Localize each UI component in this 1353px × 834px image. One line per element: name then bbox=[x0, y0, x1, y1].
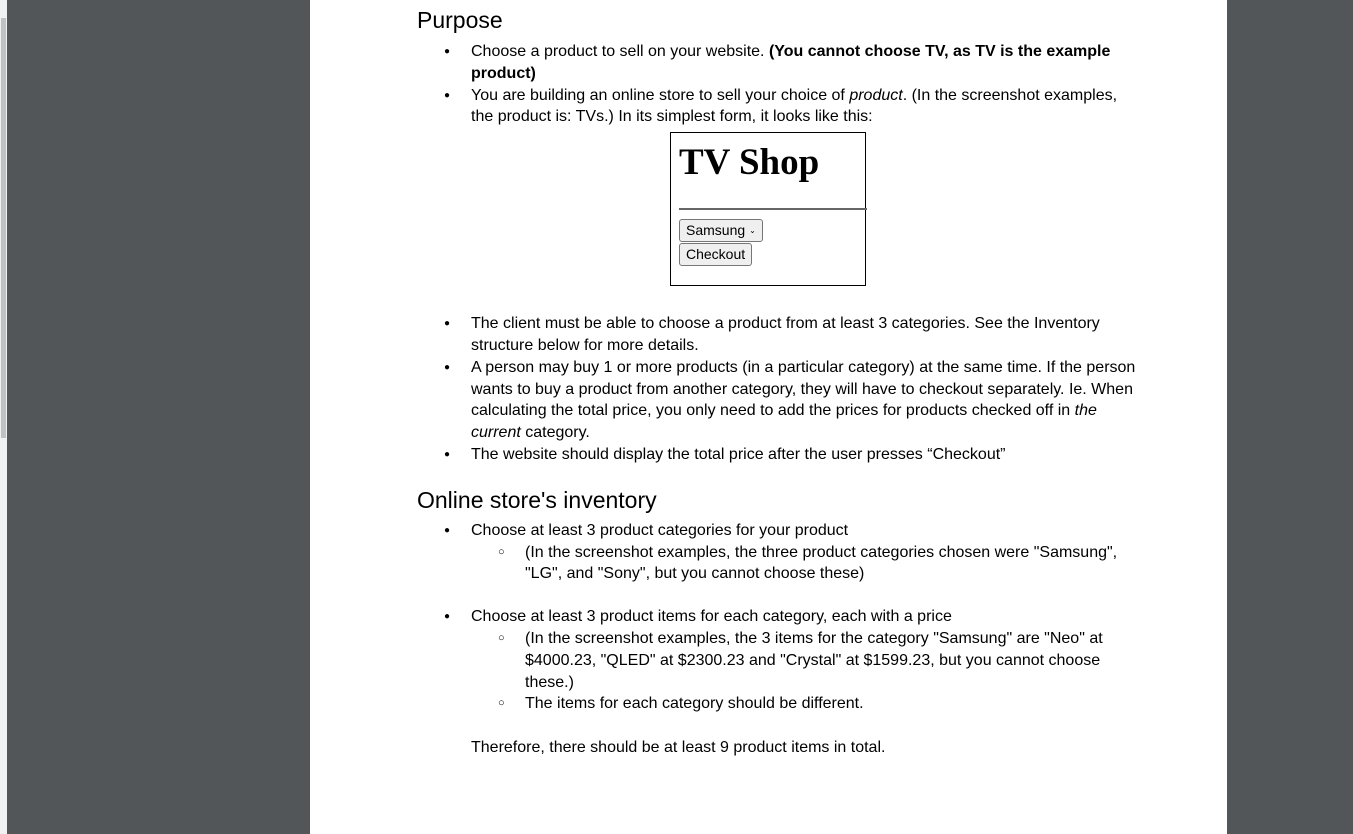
inventory-list-continued bbox=[417, 606, 1137, 715]
list-item bbox=[417, 85, 1137, 129]
example-shop-title: TV Shop bbox=[679, 142, 820, 184]
bullet-italic-text: the current bbox=[471, 402, 1097, 442]
inventory-list bbox=[417, 520, 1137, 585]
example-select-value: Samsung bbox=[686, 222, 746, 239]
example-category-select bbox=[679, 219, 763, 242]
sub-list-item: ○ (In the screenshot examples, the 3 items for the category "Samsung" are "Neo" at $4000.23, "QLED" at $2300.23 and "Crystal" at $1599.23, but you cannot choose these.) bbox=[471, 628, 1137, 693]
list-item bbox=[417, 41, 1137, 85]
sub-list-item: ○ (In the screenshot examples, the three product categories chosen were "Samsung", "LG", and "Sony", but you cannot choose these) bbox=[471, 542, 1137, 586]
bullet-text: Choose at least 3 product categories for your product bbox=[471, 521, 849, 539]
bullet-bold-text: (You cannot choose TV, as TV is the example product) bbox=[471, 43, 1111, 82]
bullet-text: . (In the screenshot examples, the product is: TVs.) In its simplest form, it looks like this: bbox=[471, 86, 1118, 126]
list-item bbox=[417, 520, 1137, 585]
bullet-text: category. bbox=[520, 424, 590, 442]
example-divider bbox=[679, 208, 867, 210]
sub-list-item: ○ The items for each category should be different. bbox=[471, 693, 1137, 715]
scrollbar-thumb[interactable] bbox=[1, 18, 6, 438]
list-item: ● The website should display the total price after the user presses “Checkout” bbox=[417, 444, 1137, 466]
document-page bbox=[310, 0, 1227, 834]
list-item bbox=[417, 357, 1137, 444]
purpose-heading: Purpose bbox=[417, 7, 503, 33]
page-content bbox=[417, 0, 1137, 759]
bullet-text: A person may buy 1 or more products (in a particular category) at the same time. If the person wants to buy a product from another category, they will have to checkout separately. Ie. When calculating the total price, you only need to add the prices for products checked off in bbox=[471, 358, 1136, 420]
chevron-down-icon: ⌄ bbox=[749, 226, 756, 236]
sub-list bbox=[417, 542, 1137, 586]
bullet-italic-text: product bbox=[849, 86, 903, 104]
sub-list bbox=[417, 628, 1137, 715]
scrollbar-track[interactable] bbox=[0, 0, 7, 834]
list-item bbox=[417, 606, 1137, 715]
example-checkout-button: Checkout bbox=[679, 243, 752, 266]
purpose-list-continued bbox=[417, 313, 1137, 466]
conclusion-text: Therefore, there should be at least 9 product items in total. bbox=[471, 739, 886, 757]
bullet-text: You are building an online store to sell your choice of bbox=[471, 86, 850, 104]
bullet-text: Choose a product to sell on your website. bbox=[471, 43, 769, 60]
tv-shop-example-screenshot bbox=[670, 132, 866, 286]
list-item: ● The client must be able to choose a product from at least 3 categories. See the Inventory structure below for more details. bbox=[417, 313, 1137, 357]
bullet-text: Choose at least 3 product items for each category, each with a price bbox=[471, 608, 952, 626]
purpose-list bbox=[417, 41, 1137, 128]
inventory-heading: Online store's inventory bbox=[417, 486, 657, 513]
